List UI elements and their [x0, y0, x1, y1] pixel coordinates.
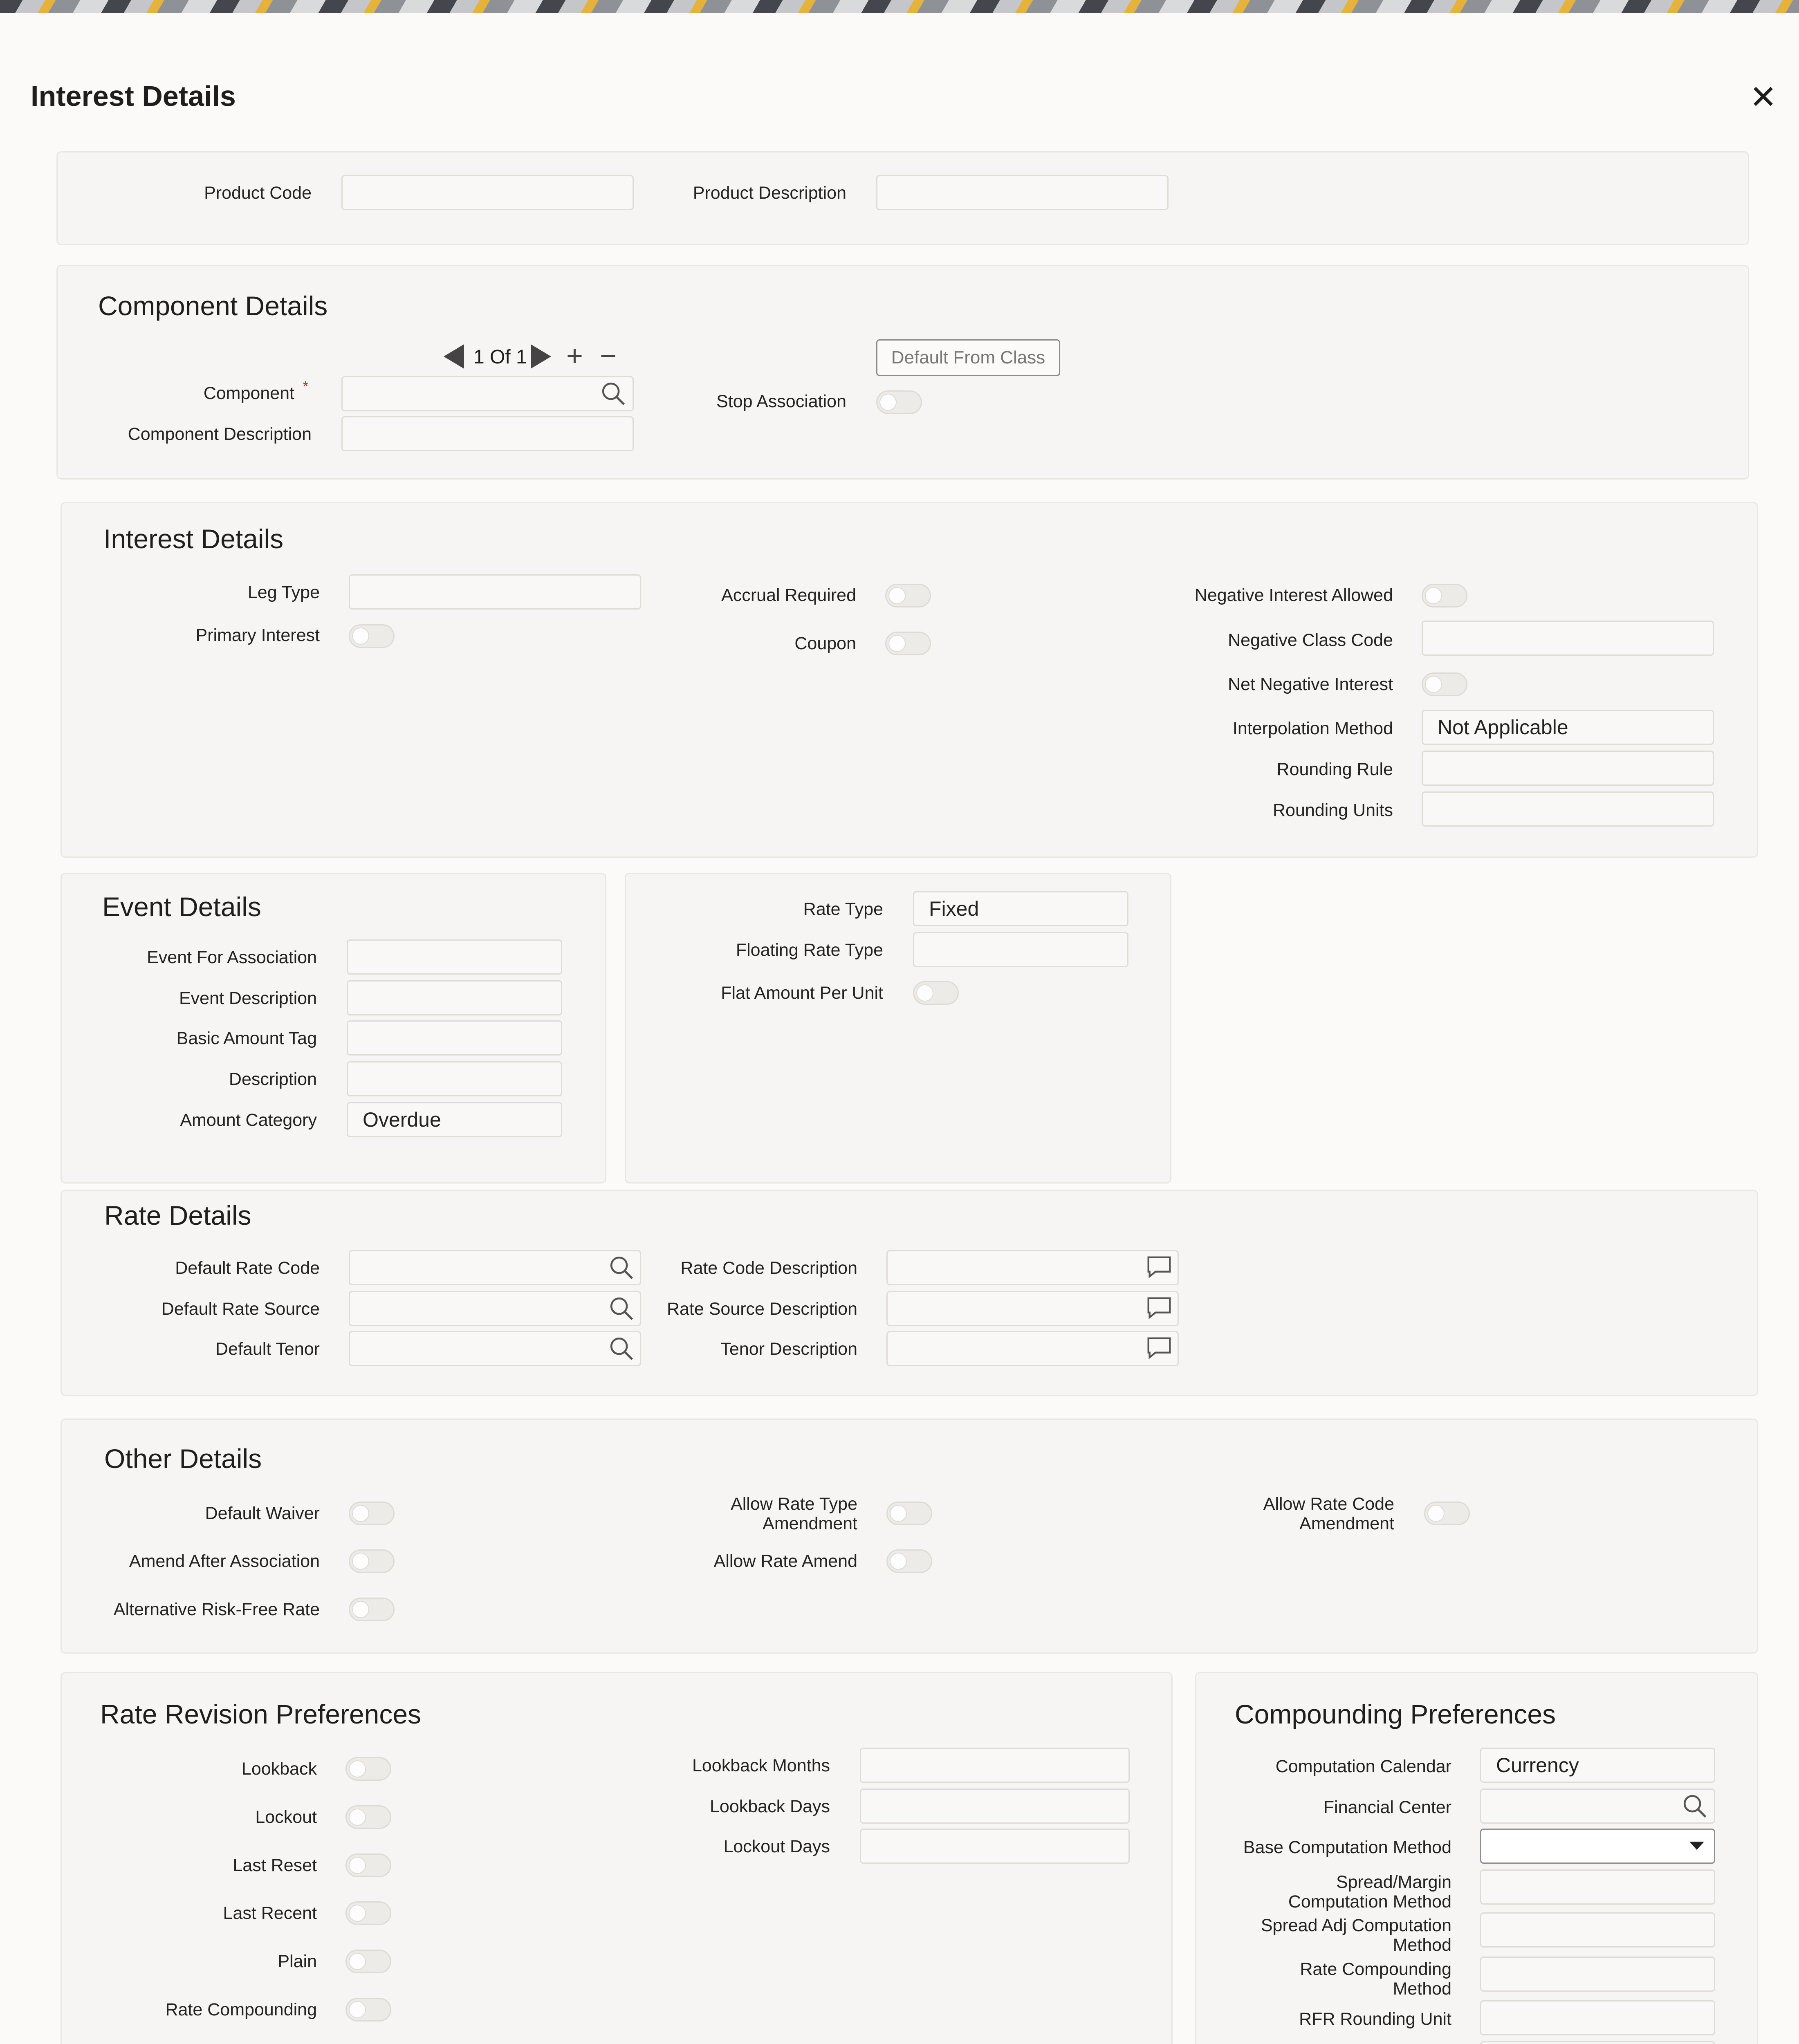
- allow-rate-amend-toggle[interactable]: [886, 1549, 932, 1573]
- default-from-class-button[interactable]: Default From Class: [876, 339, 1060, 376]
- rounding-units-field[interactable]: [1422, 791, 1714, 827]
- lockout-days-label: Lockout Days: [723, 1837, 830, 1856]
- negative-class-code-field[interactable]: [1422, 621, 1714, 656]
- rfr-rounding-unit-field[interactable]: [1480, 2000, 1715, 2035]
- last-recent-label: Last Recent: [223, 1903, 317, 1923]
- default-rate-code-field[interactable]: [349, 1250, 641, 1285]
- last-reset-toggle[interactable]: [345, 1853, 391, 1877]
- rate-code-description-field[interactable]: [886, 1250, 1179, 1285]
- component-description-label: Component Description: [128, 424, 312, 444]
- comment-icon[interactable]: [1145, 1253, 1173, 1281]
- pager-text: 1 Of 1: [473, 346, 527, 368]
- floating-rate-type-field[interactable]: [913, 932, 1128, 967]
- close-icon[interactable]: ✕: [1749, 79, 1777, 115]
- net-negative-interest-label: Net Negative Interest: [1228, 675, 1393, 694]
- financial-center-field[interactable]: [1480, 1788, 1715, 1824]
- interpolation-method-field[interactable]: Not Applicable: [1422, 710, 1714, 745]
- rate-type-field[interactable]: Fixed: [913, 891, 1128, 926]
- lookback-months-label: Lookback Months: [692, 1756, 830, 1775]
- rate-compounding-method-field[interactable]: [1480, 1957, 1715, 1992]
- computation-calendar-field[interactable]: Currency: [1480, 1748, 1715, 1783]
- rate-type-label: Rate Type: [803, 899, 883, 919]
- amount-category-label: Amount Category: [180, 1110, 317, 1130]
- component-section-title: Component Details: [98, 291, 328, 321]
- net-negative-interest-toggle[interactable]: [1422, 672, 1467, 696]
- tenor-description-label: Tenor Description: [720, 1339, 857, 1359]
- next-icon[interactable]: [531, 344, 551, 369]
- lookback-label: Lookback: [241, 1759, 317, 1779]
- pager: [444, 340, 619, 372]
- lockout-toggle[interactable]: [345, 1805, 391, 1829]
- lockout-days-field[interactable]: [860, 1829, 1130, 1864]
- alternative-rfr-toggle[interactable]: [349, 1598, 395, 1621]
- base-computation-method-label: Base Computation Method: [1243, 1838, 1451, 1857]
- stop-association-label: Stop Association: [716, 392, 846, 411]
- add-icon[interactable]: +: [566, 340, 583, 372]
- product-code-field[interactable]: [341, 175, 634, 210]
- computation-calendar-label: Computation Calendar: [1275, 1757, 1451, 1776]
- lookback-days-label: Lookback Days: [710, 1797, 830, 1816]
- lockout-label: Lockout: [255, 1807, 317, 1827]
- coupon-label: Coupon: [794, 634, 856, 653]
- rate-source-description-field[interactable]: [886, 1291, 1179, 1326]
- allow-rate-amend-label: Allow Rate Amend: [713, 1551, 857, 1571]
- product-code-label: Product Code: [204, 183, 312, 203]
- spread-margin-field[interactable]: [1480, 1869, 1715, 1905]
- rate-compounding-label: Rate Compounding: [165, 2000, 317, 2019]
- coupon-toggle[interactable]: [885, 632, 931, 655]
- plain-label: Plain: [278, 1952, 317, 1971]
- component-label: Component: [203, 383, 294, 403]
- description-label: Description: [229, 1069, 317, 1089]
- component-description-field[interactable]: [341, 416, 634, 451]
- event-for-association-field[interactable]: [347, 939, 562, 975]
- lookback-days-field[interactable]: [860, 1788, 1130, 1824]
- amend-after-association-toggle[interactable]: [349, 1549, 395, 1573]
- event-for-association-label: Event For Association: [147, 948, 317, 967]
- leg-type-label: Leg Type: [247, 583, 320, 602]
- rate-code-description-label: Rate Code Description: [680, 1258, 857, 1278]
- accrual-required-toggle[interactable]: [885, 584, 931, 607]
- rate-section-title: Rate Details: [104, 1200, 251, 1230]
- flat-amount-per-unit-label: Flat Amount Per Unit: [721, 983, 883, 1003]
- event-description-label: Event Description: [179, 988, 317, 1008]
- compounding-section-title: Compounding Preferences: [1235, 1699, 1556, 1729]
- default-rate-source-label: Default Rate Source: [161, 1299, 320, 1319]
- required-mark: *: [303, 378, 309, 395]
- plain-toggle[interactable]: [345, 1950, 391, 1973]
- event-section-title: Event Details: [102, 892, 261, 922]
- search-icon[interactable]: [599, 379, 628, 408]
- allow-rate-type-amendment-toggle[interactable]: [886, 1502, 932, 1525]
- tenor-description-field[interactable]: [886, 1331, 1179, 1366]
- spread-margin-label: Spread/Margin Computation Method: [1288, 1872, 1451, 1912]
- default-tenor-field[interactable]: [349, 1331, 641, 1366]
- revision-section-title: Rate Revision Preferences: [100, 1699, 422, 1729]
- comment-icon[interactable]: [1145, 1293, 1173, 1322]
- lookback-toggle[interactable]: [345, 1757, 391, 1781]
- rounding-rule-field[interactable]: [1422, 751, 1714, 786]
- top-decor-band: [0, 0, 1799, 13]
- allow-rate-type-amendment-label: Allow Rate Type Amendment: [731, 1494, 857, 1533]
- accrual-required-label: Accrual Required: [721, 585, 856, 605]
- event-description-field[interactable]: [347, 980, 562, 1015]
- financial-center-label: Financial Center: [1323, 1797, 1451, 1817]
- base-computation-method-select[interactable]: [1480, 1829, 1715, 1864]
- other-section-title: Other Details: [104, 1443, 262, 1474]
- previous-icon[interactable]: [444, 344, 464, 369]
- rounding-rule-label: Rounding Rule: [1276, 760, 1393, 779]
- chevron-down-icon[interactable]: [1689, 1842, 1704, 1850]
- interpolation-method-label: Interpolation Method: [1232, 719, 1393, 738]
- default-waiver-toggle[interactable]: [349, 1502, 395, 1525]
- interest-section-title: Interest Details: [103, 524, 284, 554]
- spread-adj-label: Spread Adj Computation Method: [1261, 1916, 1451, 1955]
- floating-rate-type-label: Floating Rate Type: [736, 940, 883, 960]
- negative-interest-allowed-toggle[interactable]: [1422, 584, 1467, 607]
- alternative-rfr-label: Alternative Risk-Free Rate: [113, 1600, 320, 1619]
- leg-type-field[interactable]: [349, 574, 641, 610]
- page-title: Interest Details: [31, 80, 236, 112]
- negative-class-code-label: Negative Class Code: [1228, 630, 1393, 650]
- product-description-field[interactable]: [876, 175, 1169, 210]
- allow-rate-code-amendment-label: Allow Rate Code Amendment: [1263, 1494, 1394, 1533]
- search-icon[interactable]: [607, 1253, 636, 1282]
- negative-interest-allowed-label: Negative Interest Allowed: [1194, 585, 1393, 605]
- rate-source-description-label: Rate Source Description: [666, 1299, 857, 1319]
- search-icon[interactable]: [607, 1294, 636, 1323]
- component-field[interactable]: [341, 376, 634, 411]
- frequency-field[interactable]: [1480, 2041, 1715, 2044]
- basic-amount-tag-label: Basic Amount Tag: [176, 1029, 317, 1048]
- default-rate-source-field[interactable]: [349, 1291, 641, 1326]
- rounding-units-label: Rounding Units: [1272, 800, 1393, 820]
- comment-icon[interactable]: [1145, 1334, 1173, 1362]
- default-rate-code-label: Default Rate Code: [175, 1258, 320, 1278]
- amend-after-association-label: Amend After Association: [129, 1551, 320, 1571]
- amount-category-field[interactable]: Overdue: [347, 1102, 562, 1137]
- primary-interest-toggle[interactable]: [349, 624, 395, 648]
- rate-compounding-toggle[interactable]: [345, 1998, 391, 2022]
- description-field[interactable]: [347, 1061, 562, 1096]
- product-description-label: Product Description: [693, 183, 846, 203]
- remove-icon[interactable]: −: [600, 340, 617, 372]
- rate-compounding-method-label: Rate Compounding Method: [1300, 1959, 1451, 1999]
- basic-amount-tag-field[interactable]: [347, 1020, 562, 1056]
- default-waiver-label: Default Waiver: [205, 1504, 320, 1523]
- last-reset-label: Last Reset: [233, 1856, 317, 1875]
- last-recent-toggle[interactable]: [345, 1901, 391, 1925]
- lookback-months-field[interactable]: [860, 1748, 1130, 1783]
- allow-rate-code-amendment-toggle[interactable]: [1424, 1502, 1470, 1525]
- stop-association-toggle[interactable]: [876, 390, 922, 414]
- search-icon[interactable]: [607, 1334, 636, 1363]
- flat-amount-per-unit-toggle[interactable]: [913, 981, 959, 1005]
- primary-interest-label: Primary Interest: [195, 625, 320, 645]
- rfr-rounding-unit-label: RFR Rounding Unit: [1299, 2009, 1451, 2029]
- default-tenor-label: Default Tenor: [215, 1339, 320, 1359]
- search-icon[interactable]: [1680, 1792, 1709, 1820]
- spread-adj-field[interactable]: [1480, 1912, 1715, 1948]
